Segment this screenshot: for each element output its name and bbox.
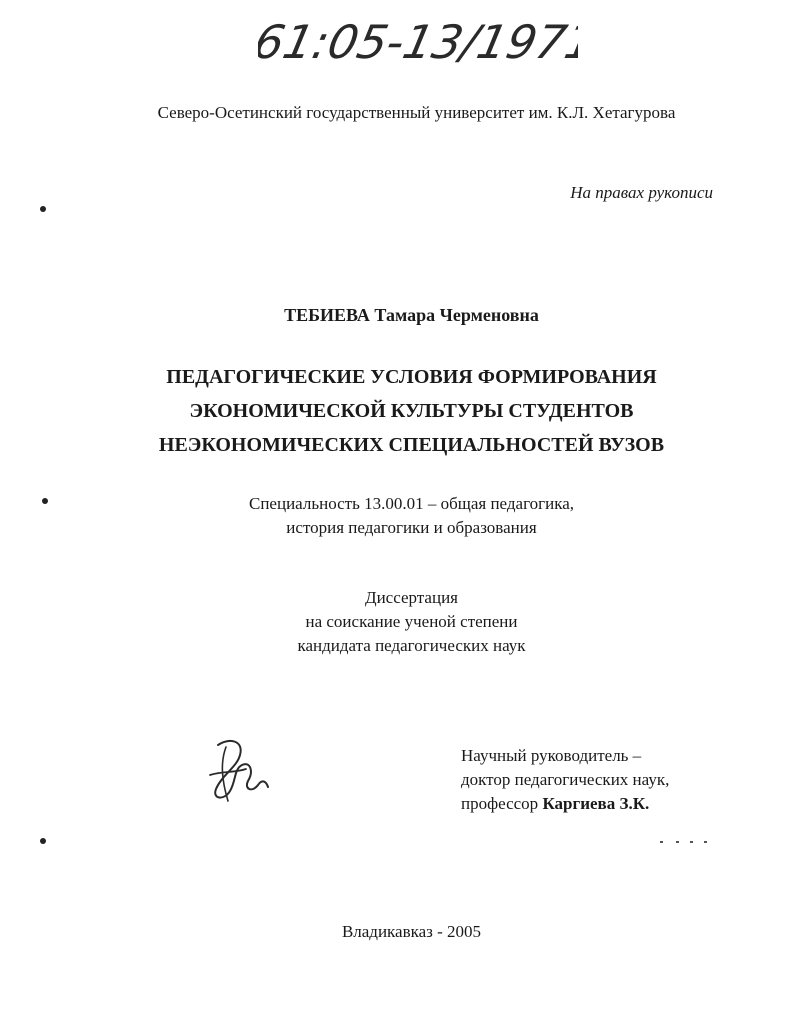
supervisor-role: Научный руководитель – (461, 746, 642, 765)
author-name: ТЕБИЕВА Тамара Черменовна (284, 305, 539, 325)
supervisor-block (461, 744, 669, 816)
scan-artifact (660, 838, 720, 846)
binding-hole-mark (40, 838, 46, 844)
signature-drawing (200, 735, 278, 807)
supervisor-name: Каргиева З.К. (542, 794, 650, 813)
handwritten-code-text: 61:05-13/1971 (258, 15, 578, 69)
degree-statement (0, 586, 793, 658)
specialty-line: история педагогики и образования (286, 518, 537, 537)
degree-line: на соискание ученой степени (305, 612, 518, 631)
signature (200, 735, 278, 807)
degree-line: Диссертация (364, 588, 458, 607)
rights-note: На правах рукописи (570, 183, 713, 202)
specialty-line: Специальность 13.00.01 – общая педагогика, (249, 494, 574, 513)
degree-line: кандидата педагогических наук (297, 636, 526, 655)
dissertation-title (0, 360, 793, 462)
supervisor-degree: доктор педагогических наук, (461, 770, 670, 789)
city-year: Владикавказ - 2005 (341, 922, 482, 941)
specialty (0, 492, 793, 540)
handwritten-code-drawing (258, 8, 578, 74)
title-line: ЭКОНОМИЧЕСКОЙ КУЛЬТУРЫ СТУДЕНТОВ (189, 400, 634, 422)
supervisor-title (461, 792, 669, 816)
institution-name: Северо-Осетинский государственный университет им. К.Л. Хетагурова (157, 103, 676, 122)
title-line: НЕЭКОНОМИЧЕСКИХ СПЕЦИАЛЬНОСТЕЙ ВУЗОВ (158, 434, 665, 456)
binding-hole-mark (40, 206, 46, 212)
binding-hole-mark (42, 498, 48, 504)
title-line: ПЕДАГОГИЧЕСКИЕ УСЛОВИЯ ФОРМИРОВАНИЯ (166, 366, 657, 388)
supervisor-rank: профессор (461, 794, 543, 813)
handwritten-code (258, 8, 578, 74)
